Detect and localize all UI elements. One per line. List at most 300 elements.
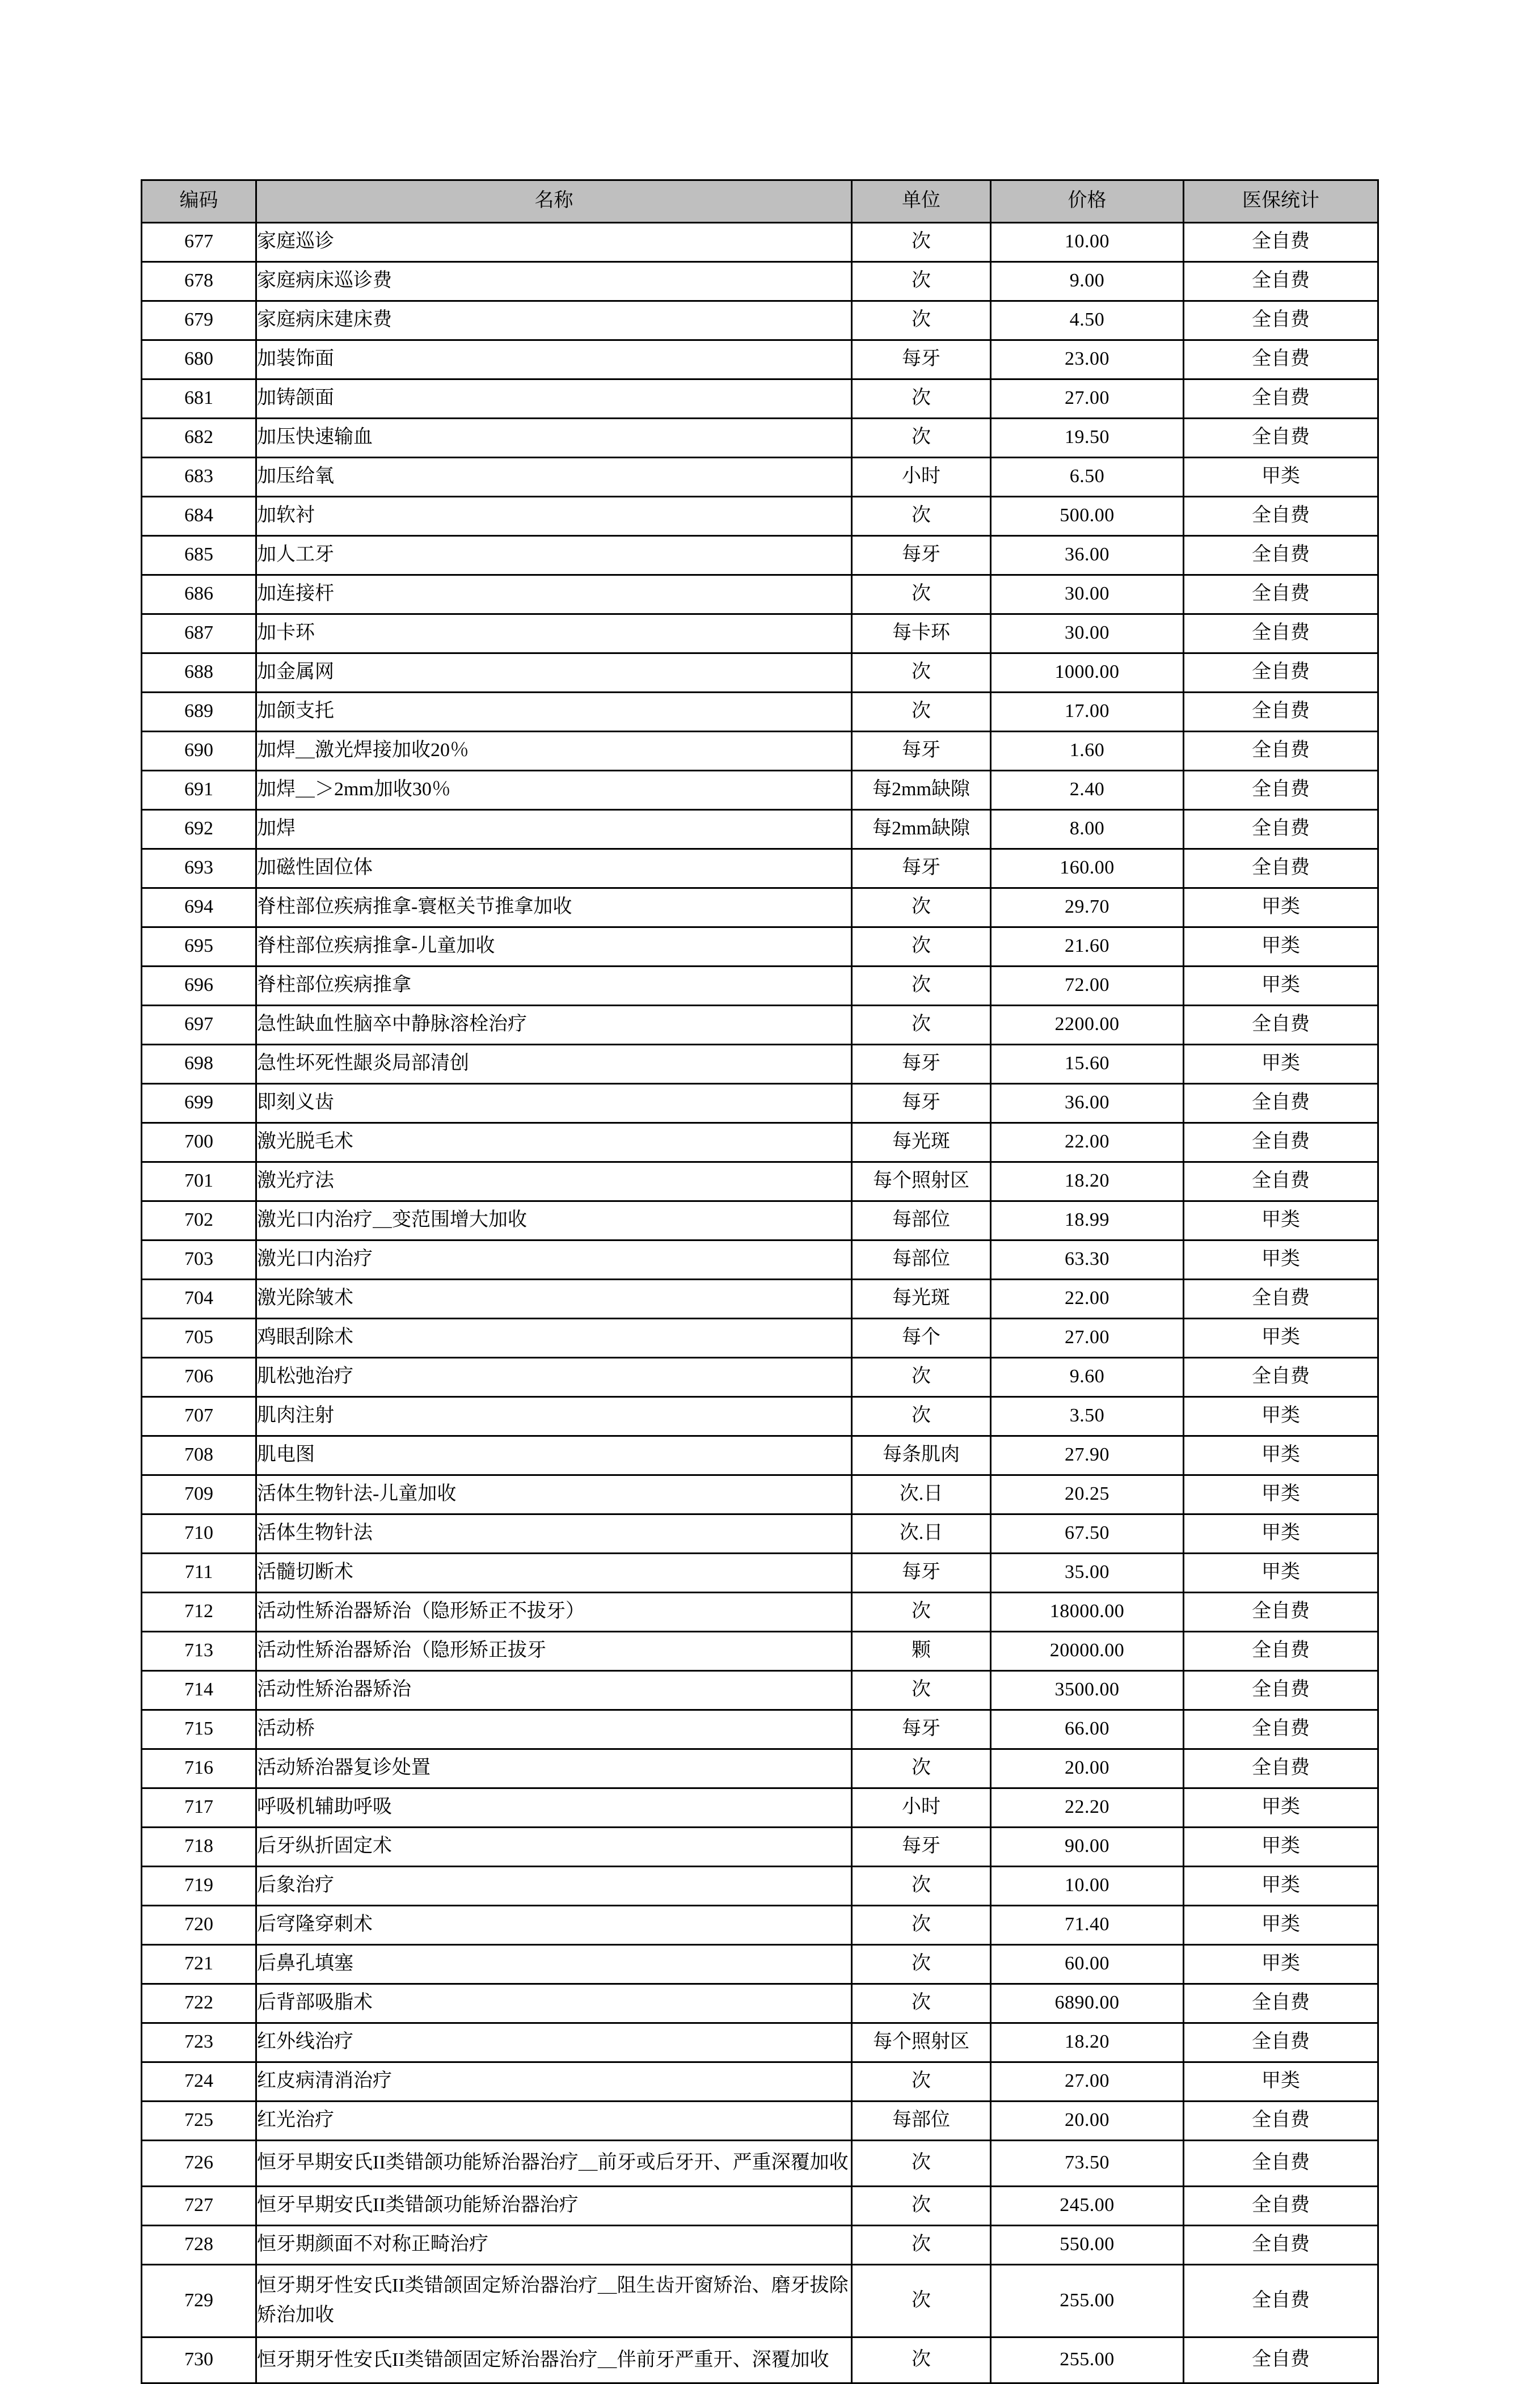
cell-name: 加焊 [256, 810, 852, 849]
cell-insurance: 全自费 [1184, 497, 1378, 536]
cell-insurance: 全自费 [1184, 2102, 1378, 2141]
column-header-unit: 单位 [852, 180, 991, 223]
cell-price: 255.00 [991, 2337, 1184, 2383]
cell-code: 679 [142, 301, 256, 340]
cell-price: 18000.00 [991, 1593, 1184, 1632]
cell-price: 27.90 [991, 1436, 1184, 1475]
cell-insurance: 全自费 [1184, 2265, 1378, 2337]
cell-name: 家庭病床巡诊费 [256, 262, 852, 301]
cell-unit: 次 [852, 693, 991, 732]
cell-unit: 每部位 [852, 2102, 991, 2141]
cell-insurance: 全自费 [1184, 379, 1378, 419]
cell-name: 急性坏死性龈炎局部清创 [256, 1045, 852, 1084]
cell-name: 红皮病清消治疗 [256, 2062, 852, 2102]
table-row [142, 458, 1378, 497]
cell-code: 728 [142, 2226, 256, 2265]
cell-name: 加连接杆 [256, 575, 852, 614]
column-header-code: 编码 [142, 180, 256, 223]
cell-code: 680 [142, 340, 256, 379]
cell-unit: 次 [852, 1749, 991, 1788]
cell-name: 活体生物针法 [256, 1514, 852, 1554]
cell-name: 活动性矫治器矫治（隐形矫正拔牙 [256, 1632, 852, 1671]
table-row [142, 1671, 1378, 1710]
cell-insurance: 甲类 [1184, 1828, 1378, 1867]
cell-unit: 次 [852, 1984, 991, 2023]
cell-insurance: 甲类 [1184, 1475, 1378, 1514]
cell-insurance: 全自费 [1184, 301, 1378, 340]
cell-name: 鸡眼刮除术 [256, 1319, 852, 1358]
cell-code: 708 [142, 1436, 256, 1475]
cell-code: 681 [142, 379, 256, 419]
cell-code: 691 [142, 771, 256, 810]
table-row [142, 1397, 1378, 1436]
cell-insurance: 全自费 [1184, 849, 1378, 888]
cell-price: 20.00 [991, 2102, 1184, 2141]
cell-unit: 每牙 [852, 1084, 991, 1123]
cell-unit: 次.日 [852, 1475, 991, 1514]
cell-price: 30.00 [991, 614, 1184, 653]
cell-unit: 每牙 [852, 1554, 991, 1593]
table-row [142, 693, 1378, 732]
cell-code: 724 [142, 2062, 256, 2102]
cell-code: 686 [142, 575, 256, 614]
cell-code: 715 [142, 1710, 256, 1749]
cell-name: 恒牙早期安氏II类错颌功能矫治器治疗＿前牙或后牙开、严重深覆加收 [256, 2141, 852, 2187]
cell-name: 红光治疗 [256, 2102, 852, 2141]
cell-price: 160.00 [991, 849, 1184, 888]
cell-name: 活动桥 [256, 1710, 852, 1749]
cell-price: 6.50 [991, 458, 1184, 497]
cell-code: 700 [142, 1123, 256, 1162]
table-row [142, 1828, 1378, 1867]
cell-name: 活动性矫治器矫治 [256, 1671, 852, 1710]
cell-insurance: 甲类 [1184, 1201, 1378, 1240]
table-header [142, 180, 1378, 223]
cell-name: 激光脱毛术 [256, 1123, 852, 1162]
cell-unit: 次 [852, 2141, 991, 2187]
cell-code: 685 [142, 536, 256, 575]
cell-name: 红外线治疗 [256, 2023, 852, 2062]
cell-name: 激光口内治疗＿变范围增大加收 [256, 1201, 852, 1240]
cell-code: 718 [142, 1828, 256, 1867]
cell-code: 722 [142, 1984, 256, 2023]
cell-insurance: 全自费 [1184, 575, 1378, 614]
cell-price: 22.20 [991, 1788, 1184, 1828]
cell-name: 后鼻孔填塞 [256, 1945, 852, 1984]
table-row [142, 1084, 1378, 1123]
cell-code: 683 [142, 458, 256, 497]
column-header-price: 价格 [991, 180, 1184, 223]
cell-code: 684 [142, 497, 256, 536]
cell-name: 恒牙早期安氏II类错颌功能矫治器治疗 [256, 2187, 852, 2226]
table-row [142, 340, 1378, 379]
cell-code: 719 [142, 1867, 256, 1906]
cell-price: 18.20 [991, 1162, 1184, 1201]
table-row [142, 2337, 1378, 2383]
cell-name: 加压快速输血 [256, 419, 852, 458]
cell-price: 29.70 [991, 888, 1184, 927]
cell-insurance: 全自费 [1184, 1710, 1378, 1749]
table-row [142, 1554, 1378, 1593]
cell-code: 712 [142, 1593, 256, 1632]
cell-price: 15.60 [991, 1045, 1184, 1084]
cell-unit: 次.日 [852, 1514, 991, 1554]
cell-unit: 次 [852, 1906, 991, 1945]
cell-code: 706 [142, 1358, 256, 1397]
cell-code: 716 [142, 1749, 256, 1788]
cell-unit: 每个照射区 [852, 1162, 991, 1201]
cell-name: 活动矫治器复诊处置 [256, 1749, 852, 1788]
cell-insurance: 全自费 [1184, 1984, 1378, 2023]
cell-name: 肌松弛治疗 [256, 1358, 852, 1397]
table-row [142, 810, 1378, 849]
cell-name: 恒牙期牙性安氏II类错颌固定矫治器治疗＿阻生齿开窗矫治、磨牙拔除矫治加收 [256, 2265, 852, 2337]
cell-price: 18.99 [991, 1201, 1184, 1240]
table-row [142, 732, 1378, 771]
cell-unit: 每个 [852, 1319, 991, 1358]
cell-price: 9.60 [991, 1358, 1184, 1397]
cell-price: 3.50 [991, 1397, 1184, 1436]
table-row [142, 1240, 1378, 1280]
cell-unit: 次 [852, 927, 991, 967]
cell-unit: 每条肌肉 [852, 1436, 991, 1475]
cell-price: 71.40 [991, 1906, 1184, 1945]
cell-price: 10.00 [991, 1867, 1184, 1906]
cell-code: 713 [142, 1632, 256, 1671]
cell-name: 活动性矫治器矫治（隐形矫正不拔牙） [256, 1593, 852, 1632]
cell-unit: 每部位 [852, 1240, 991, 1280]
cell-code: 717 [142, 1788, 256, 1828]
cell-name: 激光除皱术 [256, 1280, 852, 1319]
cell-unit: 次 [852, 888, 991, 927]
cell-price: 23.00 [991, 340, 1184, 379]
cell-name: 加焊＿＞2mm加收30％ [256, 771, 852, 810]
column-header-insurance: 医保统计 [1184, 180, 1378, 223]
cell-name: 后穹隆穿刺术 [256, 1906, 852, 1945]
cell-price: 10.00 [991, 223, 1184, 262]
cell-code: 694 [142, 888, 256, 927]
cell-insurance: 全自费 [1184, 771, 1378, 810]
cell-insurance: 全自费 [1184, 2187, 1378, 2226]
cell-insurance: 甲类 [1184, 1906, 1378, 1945]
cell-code: 711 [142, 1554, 256, 1593]
cell-price: 66.00 [991, 1710, 1184, 1749]
table-row [142, 1749, 1378, 1788]
cell-unit: 次 [852, 1397, 991, 1436]
cell-name: 活体生物针法-儿童加收 [256, 1475, 852, 1514]
cell-unit: 每部位 [852, 1201, 991, 1240]
cell-name: 激光疗法 [256, 1162, 852, 1201]
cell-name: 激光口内治疗 [256, 1240, 852, 1280]
cell-unit: 次 [852, 223, 991, 262]
table-row [142, 1906, 1378, 1945]
table-row [142, 2187, 1378, 2226]
cell-insurance: 全自费 [1184, 1123, 1378, 1162]
cell-insurance: 全自费 [1184, 2226, 1378, 2265]
cell-insurance: 甲类 [1184, 1554, 1378, 1593]
cell-code: 695 [142, 927, 256, 967]
cell-insurance: 全自费 [1184, 1280, 1378, 1319]
cell-insurance: 甲类 [1184, 1240, 1378, 1280]
cell-insurance: 甲类 [1184, 1319, 1378, 1358]
table-row [142, 1984, 1378, 2023]
column-header-name: 名称 [256, 180, 852, 223]
cell-name: 恒牙期颜面不对称正畸治疗 [256, 2226, 852, 2265]
cell-unit: 每牙 [852, 1828, 991, 1867]
cell-unit: 次 [852, 1593, 991, 1632]
table-row [142, 2141, 1378, 2187]
cell-insurance: 全自费 [1184, 732, 1378, 771]
cell-code: 677 [142, 223, 256, 262]
cell-price: 20.25 [991, 1475, 1184, 1514]
cell-name: 后牙纵折固定术 [256, 1828, 852, 1867]
cell-insurance: 全自费 [1184, 1006, 1378, 1045]
cell-code: 726 [142, 2141, 256, 2187]
cell-price: 30.00 [991, 575, 1184, 614]
cell-code: 699 [142, 1084, 256, 1123]
cell-insurance: 甲类 [1184, 458, 1378, 497]
cell-price: 36.00 [991, 1084, 1184, 1123]
cell-name: 家庭巡诊 [256, 223, 852, 262]
cell-unit: 颗 [852, 1632, 991, 1671]
cell-insurance: 全自费 [1184, 2337, 1378, 2383]
cell-code: 729 [142, 2265, 256, 2337]
cell-code: 709 [142, 1475, 256, 1514]
table-row [142, 2226, 1378, 2265]
cell-unit: 次 [852, 497, 991, 536]
cell-unit: 次 [852, 419, 991, 458]
table-row [142, 1514, 1378, 1554]
cell-name: 加磁性固位体 [256, 849, 852, 888]
cell-insurance: 全自费 [1184, 1162, 1378, 1201]
cell-unit: 每牙 [852, 1045, 991, 1084]
table-row [142, 1710, 1378, 1749]
cell-code: 682 [142, 419, 256, 458]
cell-insurance: 甲类 [1184, 1045, 1378, 1084]
cell-code: 714 [142, 1671, 256, 1710]
cell-insurance: 甲类 [1184, 967, 1378, 1006]
cell-insurance: 甲类 [1184, 1514, 1378, 1554]
cell-unit: 次 [852, 1358, 991, 1397]
cell-name: 急性缺血性脑卒中静脉溶栓治疗 [256, 1006, 852, 1045]
table-row [142, 2102, 1378, 2141]
cell-code: 696 [142, 967, 256, 1006]
cell-unit: 每牙 [852, 536, 991, 575]
cell-code: 678 [142, 262, 256, 301]
cell-price: 67.50 [991, 1514, 1184, 1554]
cell-name: 肌电图 [256, 1436, 852, 1475]
cell-unit: 次 [852, 575, 991, 614]
cell-price: 20000.00 [991, 1632, 1184, 1671]
cell-price: 245.00 [991, 2187, 1184, 2226]
table-row [142, 1280, 1378, 1319]
cell-name: 脊柱部位疾病推拿-儿童加收 [256, 927, 852, 967]
table-row [142, 1945, 1378, 1984]
cell-price: 27.00 [991, 2062, 1184, 2102]
cell-code: 703 [142, 1240, 256, 1280]
cell-unit: 每牙 [852, 849, 991, 888]
cell-price: 36.00 [991, 536, 1184, 575]
cell-price: 6890.00 [991, 1984, 1184, 2023]
cell-unit: 每卡环 [852, 614, 991, 653]
cell-unit: 次 [852, 262, 991, 301]
cell-name: 活髓切断术 [256, 1554, 852, 1593]
table-row [142, 849, 1378, 888]
cell-name: 家庭病床建床费 [256, 301, 852, 340]
cell-unit: 次 [852, 1671, 991, 1710]
cell-price: 18.20 [991, 2023, 1184, 2062]
cell-name: 加焊＿激光焊接加收20％ [256, 732, 852, 771]
cell-name: 呼吸机辅助呼吸 [256, 1788, 852, 1828]
cell-name: 后象治疗 [256, 1867, 852, 1906]
cell-unit: 每牙 [852, 340, 991, 379]
table-row [142, 614, 1378, 653]
cell-insurance: 甲类 [1184, 1397, 1378, 1436]
cell-unit: 次 [852, 1867, 991, 1906]
cell-unit: 每牙 [852, 1710, 991, 1749]
cell-price: 60.00 [991, 1945, 1184, 1984]
cell-price: 8.00 [991, 810, 1184, 849]
cell-insurance: 甲类 [1184, 927, 1378, 967]
cell-insurance: 甲类 [1184, 1436, 1378, 1475]
cell-code: 692 [142, 810, 256, 849]
cell-insurance: 全自费 [1184, 614, 1378, 653]
cell-insurance: 全自费 [1184, 1084, 1378, 1123]
cell-insurance: 全自费 [1184, 653, 1378, 693]
cell-name: 加压给氧 [256, 458, 852, 497]
cell-code: 704 [142, 1280, 256, 1319]
cell-name: 加颌支托 [256, 693, 852, 732]
cell-unit: 每2mm缺隙 [852, 771, 991, 810]
table-row [142, 653, 1378, 693]
cell-code: 701 [142, 1162, 256, 1201]
cell-unit: 次 [852, 2265, 991, 2337]
cell-unit: 次 [852, 301, 991, 340]
cell-code: 690 [142, 732, 256, 771]
table-row [142, 2023, 1378, 2062]
cell-name: 加软衬 [256, 497, 852, 536]
cell-name: 加金属网 [256, 653, 852, 693]
table-row [142, 379, 1378, 419]
cell-code: 723 [142, 2023, 256, 2062]
cell-price: 1.60 [991, 732, 1184, 771]
cell-price: 63.30 [991, 1240, 1184, 1280]
cell-code: 698 [142, 1045, 256, 1084]
table-row [142, 1436, 1378, 1475]
cell-insurance: 全自费 [1184, 693, 1378, 732]
cell-insurance: 甲类 [1184, 1945, 1378, 1984]
cell-price: 73.50 [991, 2141, 1184, 2187]
cell-code: 693 [142, 849, 256, 888]
table-row [142, 1867, 1378, 1906]
table-row [142, 888, 1378, 927]
table-row [142, 2062, 1378, 2102]
table-row [142, 262, 1378, 301]
table-row [142, 1162, 1378, 1201]
cell-code: 710 [142, 1514, 256, 1554]
table-row [142, 1319, 1378, 1358]
medical-price-table [141, 179, 1379, 2384]
table-row [142, 1123, 1378, 1162]
cell-price: 35.00 [991, 1554, 1184, 1593]
cell-insurance: 全自费 [1184, 1632, 1378, 1671]
price-table-wrapper [141, 179, 1377, 2384]
cell-name: 即刻义齿 [256, 1084, 852, 1123]
cell-unit: 次 [852, 967, 991, 1006]
cell-code: 689 [142, 693, 256, 732]
cell-name: 肌肉注射 [256, 1397, 852, 1436]
cell-price: 255.00 [991, 2265, 1184, 2337]
cell-code: 697 [142, 1006, 256, 1045]
cell-insurance: 全自费 [1184, 810, 1378, 849]
cell-name: 脊柱部位疾病推拿 [256, 967, 852, 1006]
cell-unit: 次 [852, 653, 991, 693]
table-row [142, 1593, 1378, 1632]
table-row [142, 536, 1378, 575]
cell-insurance: 全自费 [1184, 1749, 1378, 1788]
cell-price: 2200.00 [991, 1006, 1184, 1045]
cell-code: 725 [142, 2102, 256, 2141]
table-row [142, 1632, 1378, 1671]
cell-price: 22.00 [991, 1123, 1184, 1162]
cell-price: 17.00 [991, 693, 1184, 732]
cell-insurance: 全自费 [1184, 1593, 1378, 1632]
cell-unit: 每牙 [852, 732, 991, 771]
cell-unit: 每光斑 [852, 1123, 991, 1162]
cell-code: 720 [142, 1906, 256, 1945]
cell-price: 2.40 [991, 771, 1184, 810]
table-row [142, 771, 1378, 810]
table-row [142, 2265, 1378, 2337]
table-row [142, 1788, 1378, 1828]
cell-code: 688 [142, 653, 256, 693]
cell-code: 707 [142, 1397, 256, 1436]
cell-unit: 次 [852, 2337, 991, 2383]
cell-code: 721 [142, 1945, 256, 1984]
cell-price: 22.00 [991, 1280, 1184, 1319]
table-row [142, 497, 1378, 536]
cell-insurance: 全自费 [1184, 2023, 1378, 2062]
cell-code: 687 [142, 614, 256, 653]
cell-unit: 小时 [852, 1788, 991, 1828]
cell-insurance: 甲类 [1184, 888, 1378, 927]
cell-insurance: 甲类 [1184, 1867, 1378, 1906]
cell-price: 21.60 [991, 927, 1184, 967]
cell-name: 脊柱部位疾病推拿-寰枢关节推拿加收 [256, 888, 852, 927]
cell-price: 27.00 [991, 379, 1184, 419]
table-row [142, 1358, 1378, 1397]
table-row [142, 1201, 1378, 1240]
cell-insurance: 全自费 [1184, 340, 1378, 379]
cell-price: 20.00 [991, 1749, 1184, 1788]
table-row [142, 223, 1378, 262]
table-row [142, 1045, 1378, 1084]
cell-name: 后背部吸脂术 [256, 1984, 852, 2023]
cell-price: 9.00 [991, 262, 1184, 301]
cell-name: 加人工牙 [256, 536, 852, 575]
cell-unit: 次 [852, 2062, 991, 2102]
cell-insurance: 全自费 [1184, 223, 1378, 262]
table-row [142, 1006, 1378, 1045]
cell-insurance: 全自费 [1184, 1358, 1378, 1397]
table-row [142, 1475, 1378, 1514]
cell-unit: 每光斑 [852, 1280, 991, 1319]
cell-price: 72.00 [991, 967, 1184, 1006]
table-row [142, 301, 1378, 340]
cell-price: 550.00 [991, 2226, 1184, 2265]
cell-insurance: 甲类 [1184, 2062, 1378, 2102]
cell-code: 702 [142, 1201, 256, 1240]
